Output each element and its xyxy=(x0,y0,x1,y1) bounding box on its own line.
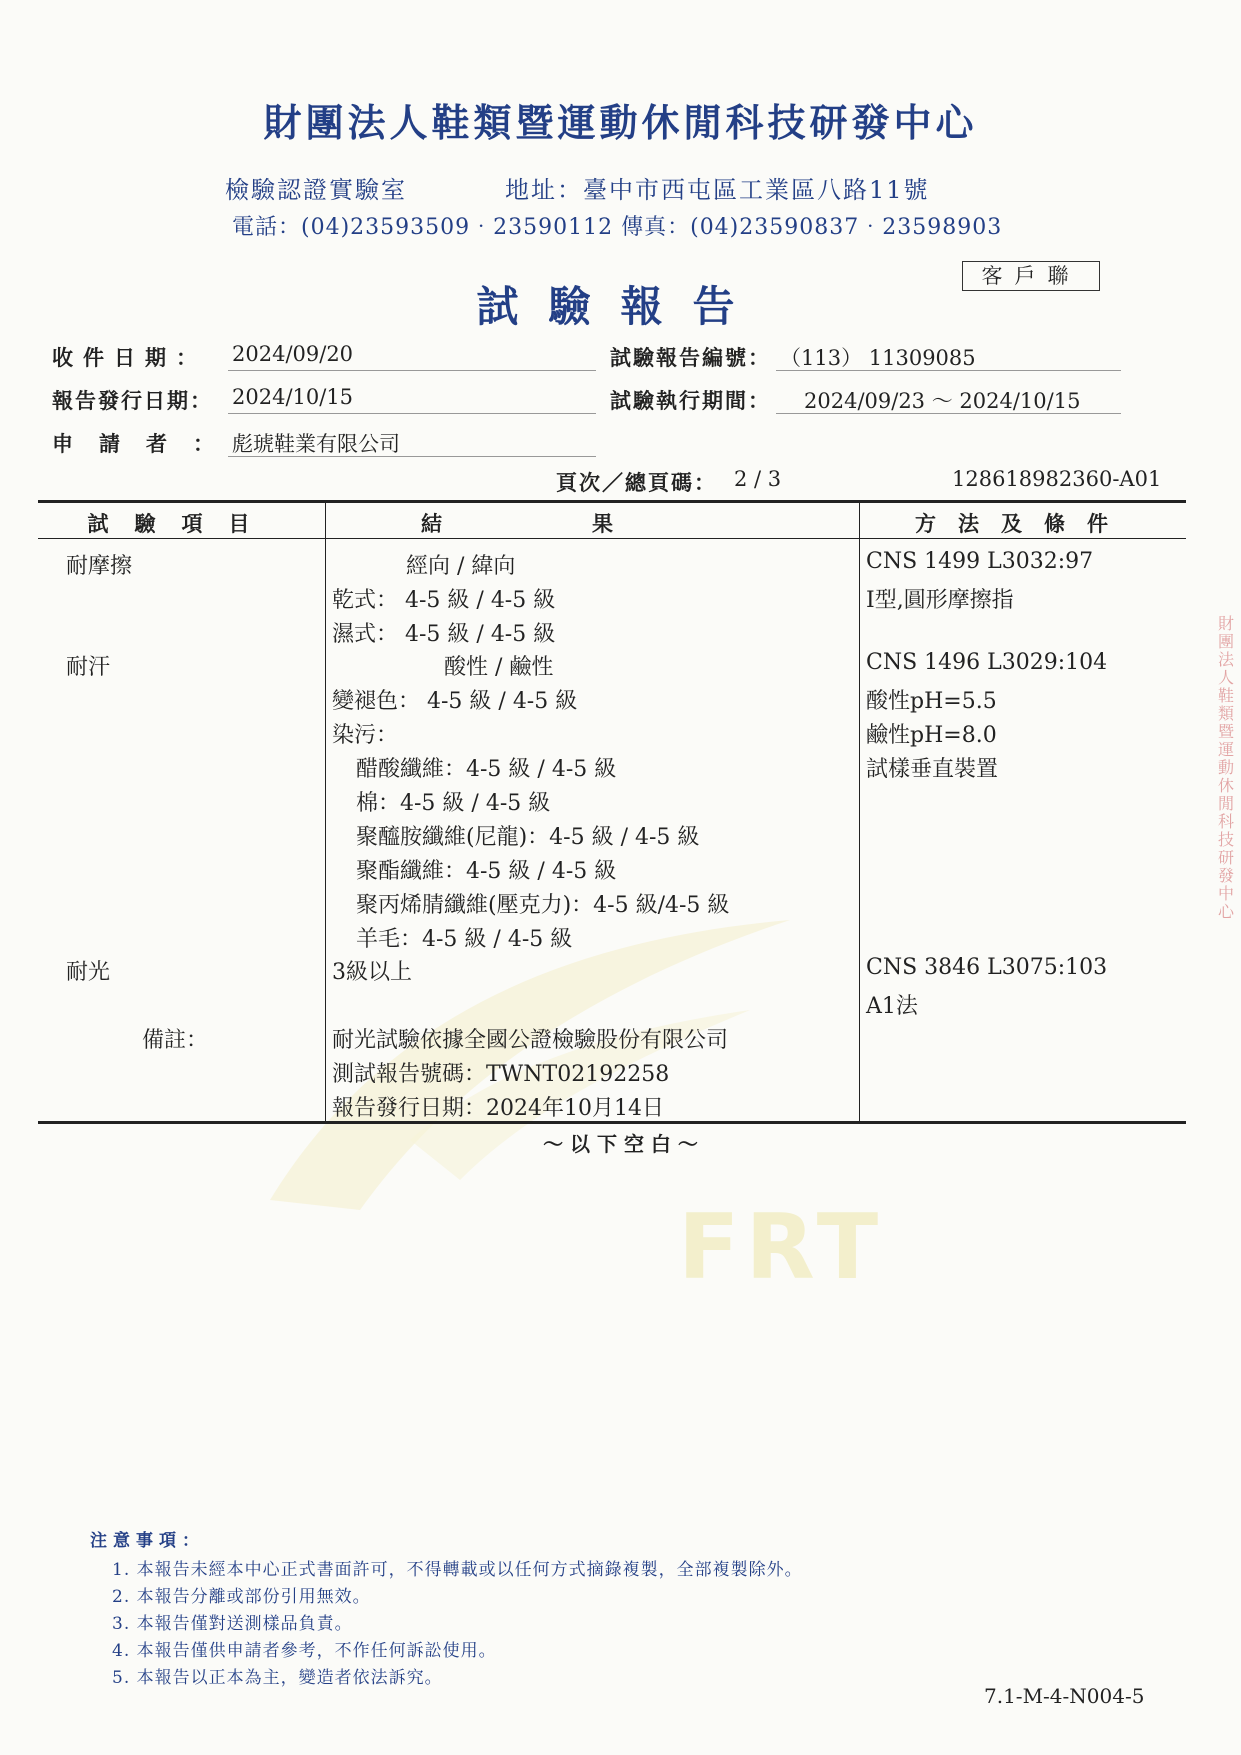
form-code: 7.1-M-4-N004-5 xyxy=(984,1684,1145,1708)
sweat-method: CNS 1496 L3029:104 xyxy=(866,650,1108,675)
sweat-color-change: 變褪色： 4-5 級 / 4-5 級 xyxy=(332,689,578,714)
remarks-line-2: 測試報告號碼：TWNT02192258 xyxy=(332,1062,670,1087)
note-item: 2. 本報告分離或部份引用無效。 xyxy=(112,1587,371,1607)
note-item: 5. 本報告以正本為主，變造者依法訴究。 xyxy=(112,1668,443,1688)
edge-seal-stamp: 財團法人鞋類暨運動休閒科技研發中心 xyxy=(1218,614,1235,921)
header-divider xyxy=(38,538,1186,539)
header-test-item: 試驗項目 xyxy=(87,511,276,536)
applicant-underline xyxy=(228,456,596,457)
sweat-acid-alkaline: 酸性 / 鹼性 xyxy=(444,655,554,680)
end-of-report-mark: ～ 以 下 空 白 ～ xyxy=(543,1132,698,1156)
report-number-label: 試驗報告編號： xyxy=(610,345,771,370)
issue-date: 2024/10/15 xyxy=(232,385,354,409)
issue-date-label: 報告發行日期： xyxy=(52,388,213,413)
watermark-text: FRT xyxy=(678,1195,885,1300)
lab-name: 檢驗認證實驗室 xyxy=(225,176,407,204)
address: 地址：臺中市西屯區工業區八路11號 xyxy=(505,176,930,204)
sweat-acetate: 醋酸纖維：4-5 級 / 4-5 級 xyxy=(356,757,617,782)
item-light: 耐光 xyxy=(66,960,111,985)
remarks-line-1: 耐光試驗依據全國公證檢驗股份有限公司 xyxy=(332,1028,729,1053)
remarks-line-3: 報告發行日期：2024年10月14日 xyxy=(332,1096,664,1121)
item-abrasion: 耐摩擦 xyxy=(66,554,133,579)
abrasion-wet: 濕式： 4-5 級 / 4-5 級 xyxy=(332,622,556,647)
abrasion-condition: I型,圓形摩擦指 xyxy=(866,588,1014,613)
note-item: 1. 本報告未經本中心正式書面許可，不得轉載或以任何方式摘錄複製，全部複製除外。 xyxy=(112,1560,803,1580)
sweat-alkaline-ph: 鹼性pH=8.0 xyxy=(866,723,997,748)
document-code: 128618982360-A01 xyxy=(952,467,1162,491)
header-method: 方法及條件 xyxy=(915,511,1130,536)
page-label: 頁次／總頁碼： xyxy=(556,470,717,495)
sweat-nylon: 聚醯胺纖維(尼龍)：4-5 級 / 4-5 級 xyxy=(356,825,700,850)
abrasion-method: CNS 1499 L3032:97 xyxy=(866,549,1094,574)
note-item: 4. 本報告僅供申請者參考，不作任何訴訟使用。 xyxy=(112,1641,497,1661)
applicant: 彪琥鞋業有限公司 xyxy=(232,432,400,456)
column-divider-2 xyxy=(859,503,860,1121)
sweat-mounting: 試樣垂直裝置 xyxy=(866,757,999,782)
column-divider-1 xyxy=(325,503,326,1121)
sweat-polyester: 聚酯纖維：4-5 級 / 4-5 級 xyxy=(356,859,617,884)
sweat-staining-label: 染污： xyxy=(332,723,399,748)
received-date-underline xyxy=(228,370,596,371)
organization-name: 財團法人鞋類暨運動休閒科技研發中心 xyxy=(263,101,978,145)
report-title: 試驗報告 xyxy=(476,282,765,331)
abrasion-direction: 經向 / 緯向 xyxy=(406,554,516,579)
report-number: （113） 11309085 xyxy=(780,346,976,370)
test-period-label: 試驗執行期間： xyxy=(610,388,771,413)
test-period: 2024/09/23 ～ 2024/10/15 xyxy=(804,389,1081,413)
abrasion-dry: 乾式： 4-5 級 / 4-5 級 xyxy=(332,588,556,613)
sweat-cotton: 棉：4-5 級 / 4-5 級 xyxy=(356,791,551,816)
sweat-acrylic: 聚丙烯腈纖維(壓克力)：4-5 級/4-5 級 xyxy=(356,893,730,918)
remarks-label: 備註： xyxy=(142,1028,209,1053)
applicant-label: 申請者： xyxy=(52,431,240,456)
phone-fax: 電話：(04)23593509‧23590112 傳真：(04)23590837‧23598903 xyxy=(232,215,1003,240)
note-item: 3. 本報告僅對送測樣品負責。 xyxy=(112,1614,353,1634)
report-number-underline xyxy=(776,370,1121,371)
results-table xyxy=(38,500,1186,1124)
received-date: 2024/09/20 xyxy=(232,342,354,366)
light-method: CNS 3846 L3075:103 xyxy=(866,955,1108,980)
item-sweat: 耐汗 xyxy=(66,655,111,680)
light-condition: A1法 xyxy=(866,994,918,1019)
copy-type-badge: 客戶聯 xyxy=(962,261,1100,291)
sweat-wool: 羊毛：4-5 級 / 4-5 級 xyxy=(356,927,573,952)
sweat-acid-ph: 酸性pH=5.5 xyxy=(866,689,997,714)
header-result: 結果 xyxy=(421,511,763,536)
received-date-label: 收件日期： xyxy=(52,345,207,370)
test-period-underline xyxy=(776,413,1121,414)
notes-title: 注意事項： xyxy=(90,1531,205,1551)
page-number: 2 / 3 xyxy=(734,467,782,491)
issue-date-underline xyxy=(228,413,596,414)
light-result: 3級以上 xyxy=(332,960,412,985)
